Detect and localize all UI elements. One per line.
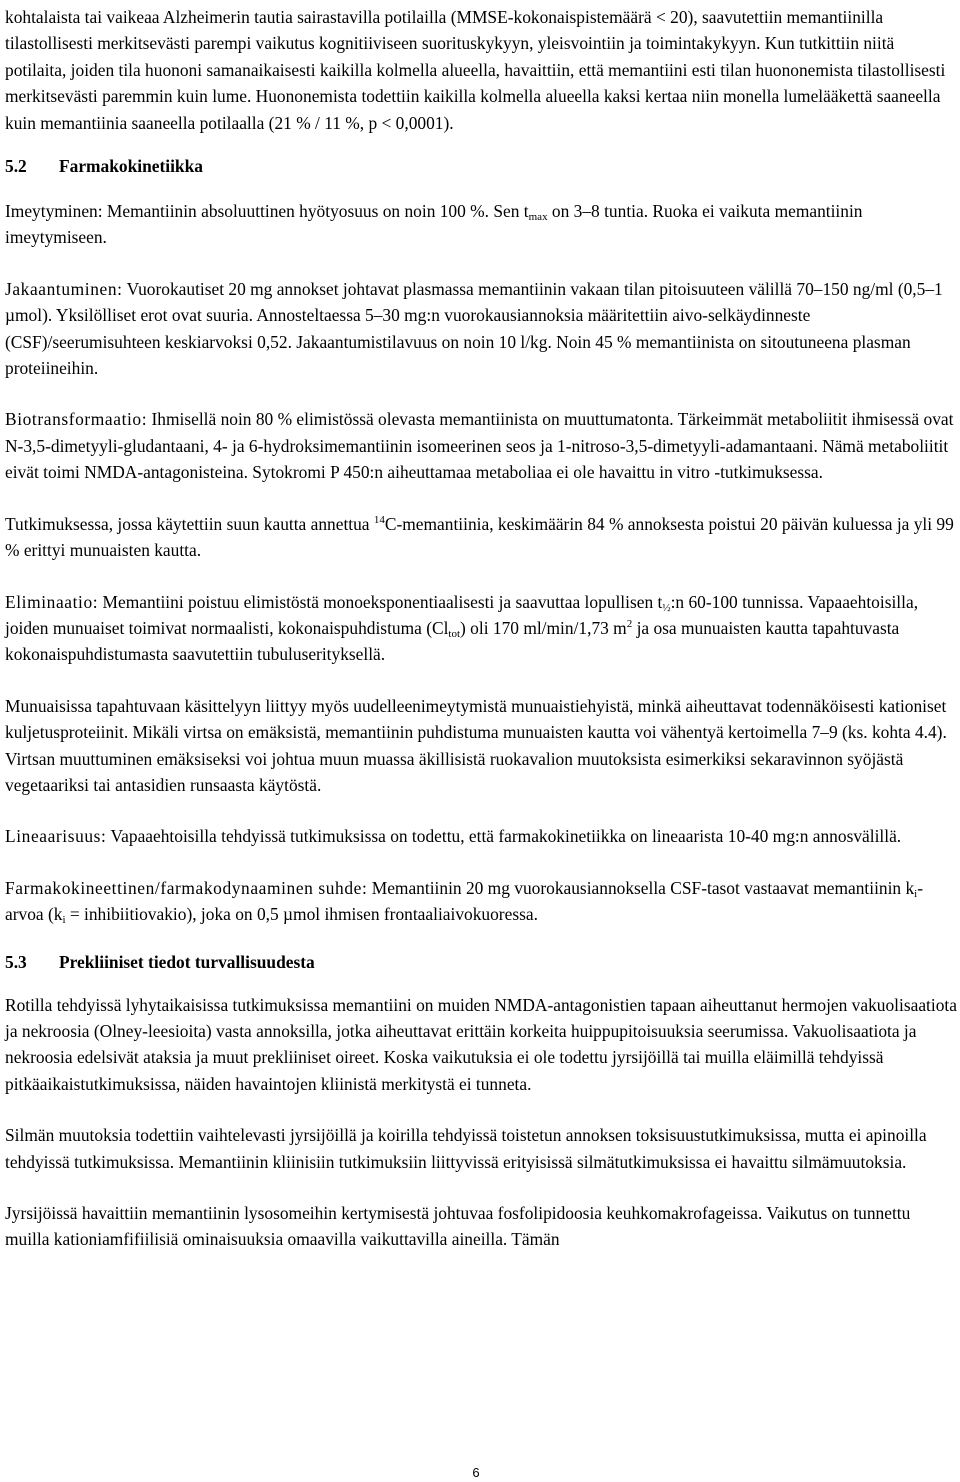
section-number: 5.2 <box>5 156 27 177</box>
ki-subscript-2: i <box>62 914 66 927</box>
preclinical-paragraph-3: Jyrsijöissä havaittiin memantiinin lysosomeihin kertymisestä johtuvaa fosfolipidoosia keuhkomakrofageissa. Vaikutus on tunnettu muilla kationiamfifiilisiä ominaisuuksia omaavilla vaikuttavilla aineilla. Tämän <box>5 1203 911 1250</box>
efficacy-paragraph: kohtalaista tai vaikeaa Alzheimerin tautia sairastavilla potilailla (MMSE-kokonaispistemäärä < 20), saavutettiin memantiinilla tilastollisesti merkitsevästi parempi vaikutus kognitiiviseen suorituskykyyn, yleisvointiin ja toimintakykyyn. Kun tutkittiin niitä potilaita, joiden tila huononi samanaikaisesti kaikilla kolmella alueella, havaittiin, että memantiini esti tilan huononemista tilastollisesti merkitsevästi paremmin kuin lume. Huononemista todettiin kaikilla kolmella alueella kaksi kertaa niin monella lumelääkettä saaneella kuin memantiinia saaneella potilaalla (21 % / 11 %, p < 0,0001). <box>5 7 946 133</box>
pk-pd-paragraph <box>5 875 957 928</box>
study-text: Tutkimuksessa, jossa käytettiin suun kautta annettua <box>5 513 374 534</box>
biotransformation-label: Biotransformaatio: <box>5 409 148 430</box>
pk-pd-label: Farmakokineettinen/farmakodynaaminen suhde: <box>5 877 368 898</box>
clearance-subscript: tot <box>448 627 461 640</box>
pk-pd-text: Memantiinin 20 mg vuorokausiannoksella CSF-tasot vastaavat memantiinin k <box>367 877 915 898</box>
biotransformation-paragraph <box>5 406 957 485</box>
preclinical-paragraph-2: Silmän muutoksia todettiin vaihtelevasti jyrsijöillä ja koirilla tehdyissä toistetun annoksen toksisuustutkimuksissa, mutta ei apinoilla tehdyissä tutkimuksissa. Memantiinin kliinisiin tutkimuksiin liittyvissä erityisissä silmätutkimuksissa ei havaittu silmämuutoksia. <box>5 1125 927 1172</box>
document-page <box>5 4 957 1253</box>
section-title: Prekliiniset tiedot turvallisuudesta <box>59 951 315 972</box>
isotope-superscript: 14 <box>373 513 385 526</box>
linearity-paragraph <box>5 823 957 849</box>
section-number: 5.3 <box>5 951 27 972</box>
square-superscript: 2 <box>626 617 633 630</box>
pk-pd-text-2: -arvoa (k <box>5 877 924 925</box>
study-text-end: C-memantiinia, keskimäärin 84 % annoksesta poistui 20 päivän kuluessa ja yli 99 % erittyi munuaisten kautta. <box>5 513 954 561</box>
page-number: 6 <box>472 1465 480 1480</box>
section-heading-5-3 <box>5 949 957 975</box>
elimination-text-4: ja osa munuaisten kautta tapahtuvasta kokonaispuhdistumasta saavutettiin tubuluserityksellä. <box>5 617 900 665</box>
elimination-text-2: :n 60-100 tunnissa. Vapaaehtoisilla, joiden munuaiset toimivat normaalisti, kokonaispuhdistuma (Cl <box>5 591 919 638</box>
elimination-text-3: ) oli 170 ml/min/1,73 m <box>460 617 627 638</box>
linearity-text: Vapaaehtoisilla tehdyissä tutkimuksissa on todettu, että farmakokinetiikka on lineaarista 10-40 mg:n annosvälillä. <box>106 826 902 847</box>
renal-paragraph: Munuaisissa tapahtuvaan käsittelyyn liittyy myös uudelleenimeytymistä munuaistiehyistä, minkä aiheuttavat todennäköisesti kationiset kuljetusproteiinit. Mikäli virtsa on emäksistä, memantiinin puhdistuma munuaisten kautta voi vähentyä kertoimella 7–9 (ks. kohta 4.4). Virtsan muuttuminen emäksiseksi voi johtua muun muassa äkillisistä ruokavalion muutoksista esimerkiksi sekaravinnon syöjästä vegetaariksi tai antasidien runsaasta käytöstä. <box>5 695 947 795</box>
section-heading-5-2 <box>5 153 957 179</box>
distribution-label: Jakaantuminen: <box>5 278 123 299</box>
distribution-paragraph <box>5 276 957 382</box>
section-title: Farmakokinetiikka <box>59 156 203 177</box>
distribution-text: Vuorokautiset 20 mg annokset johtavat plasmassa memantiinin vakaan tilan pitoisuuteen välillä 70–150 ng/ml (0,5–1 µmol). Yksilölliset erot ovat suuria. Annosteltaessa 5–30 mg:n vuorokausiannoksia määritettiin aivo-selkäydinneste (CSF)/seerumisuhteen keskiarvoksi 0,52. Jakaantumistilavuus on noin 10 l/kg. Noin 45 % memantiinista on sitoutuneena plasman proteiineihin. <box>5 278 943 379</box>
ki-subscript: i <box>914 887 918 900</box>
tmax-subscript: max <box>528 211 548 224</box>
pk-pd-text-3: = inhibiitiovakio), joka on 0,5 µmol ihmisen frontaaliaivokuoressa. <box>65 904 538 925</box>
elimination-paragraph <box>5 589 957 668</box>
absorption-text-end: on 3–8 tuntia. Ruoka ei vaikuta memantiinin imeytymiseen. <box>5 201 863 248</box>
excretion-study-paragraph <box>5 511 957 564</box>
linearity-label: Lineaarisuus: <box>5 826 107 847</box>
preclinical-paragraph-1: Rotilla tehdyissä lyhytaikaisissa tutkimuksissa memantiini on muiden NMDA-antagonistien tapaan aiheuttanut hermojen vakuolisaatiota ja nekroosia (Olney-leesioita) vasta annoksilla, jotka aiheuttavat erittäin korkeita huippupitoisuuksia seerumissa. Vakuolisaatiota ja nekroosia edelsivät ataksia ja muut prekliiniset oireet. Koska vaikutuksia ei ole todettu jyrsijöillä tai muilla eläimillä tehdyissä pitkäaikaistutkimuksissa, näiden havaintojen kliinistä merkitystä ei tunneta. <box>5 994 957 1094</box>
elimination-text: Memantiini poistuu elimistöstä monoeksponentiaalisesti ja saavuttaa lopullisen t <box>98 591 663 612</box>
biotransformation-text: Ihmisellä noin 80 % elimistössä olevasta memantiinista on muuttumatonta. Tärkeimmät metaboliitit ihmisessä ovat N-3,5-dimetyyli-gludantaani, 4- ja 6-hydroksimemantiinin isomeerinen seos ja 1-nitroso-3,5-dimetyyli-adamantaani. Nämä metaboliitit eivät toimi NMDA-antagonisteina. Sytokromi P 450:n aiheuttamaa metaboliaa ei ole havaittu in vitro -tutkimuksessa. <box>5 409 954 483</box>
absorption-text: Imeytyminen: Memantiinin absoluuttinen hyötyosuus on noin 100 %. Sen t <box>5 201 529 222</box>
half-life-subscript: ½ <box>662 601 671 614</box>
elimination-label: Eliminaatio: <box>5 591 99 612</box>
absorption-paragraph <box>5 198 957 251</box>
